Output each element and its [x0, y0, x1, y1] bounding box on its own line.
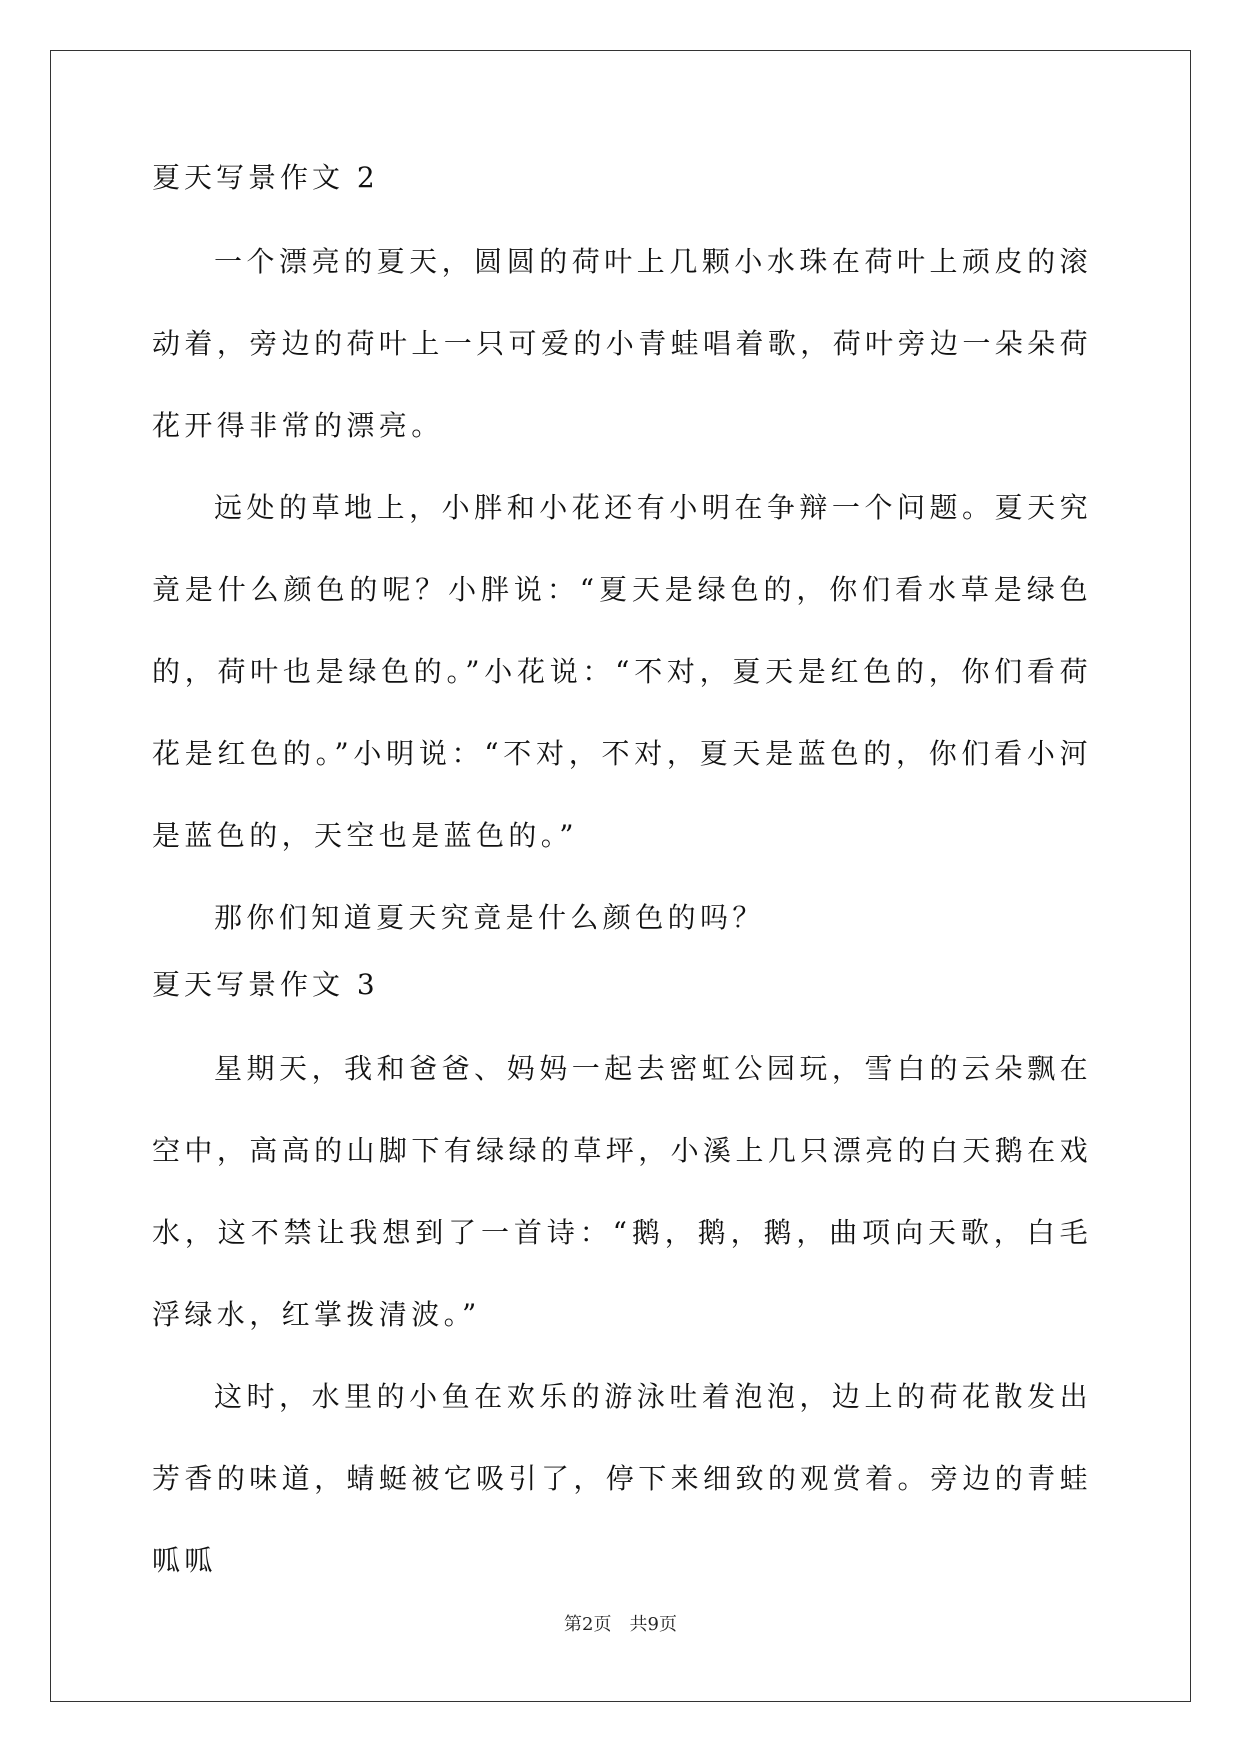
paragraph: 这时，水里的小鱼在欢乐的游泳吐着泡泡，边上的荷花散发出芳香的味道，蜻蜓被它吸引了，停下来细致的观赏着。旁边的青蛙呱呱 [152, 1380, 1092, 1577]
document-body [152, 160, 1092, 1602]
section-heading: 夏天写景作文 2 [152, 161, 379, 194]
paragraph: 远处的草地上，小胖和小花还有小明在争辩一个问题。夏天究竟是什么颜色的呢？小胖说：“夏天是绿色的，你们看水草是绿色的，荷叶也是绿色的。”小花说：“不对，夏天是红色的，你们看荷花是红色的。”小明说：“不对，不对，夏天是蓝色的，你们看小河是蓝色的，天空也是蓝色的。” [152, 491, 1092, 852]
page-number: 第2页 [564, 1614, 612, 1635]
paragraph: 那你们知道夏天究竟是什么颜色的吗？ [214, 901, 765, 934]
page-footer [0, 1610, 1241, 1636]
page-total: 共9页 [629, 1614, 677, 1635]
paragraph: 一个漂亮的夏天，圆圆的荷叶上几颗小水珠在荷叶上顽皮的滚动着，旁边的荷叶上一只可爱的小青蛙唱着歌，荷叶旁边一朵朵荷花开得非常的漂亮。 [152, 245, 1092, 442]
section-heading: 夏天写景作文 3 [152, 968, 379, 1001]
section [152, 967, 1092, 1602]
paragraph: 星期天，我和爸爸、妈妈一起去密虹公园玩，雪白的云朵飘在空中，高高的山脚下有绿绿的草坪，小溪上几只漂亮的白天鹅在戏水，这不禁让我想到了一首诗：“鹅，鹅，鹅，曲项向天歌，白毛浮绿水，红掌拨清波。” [152, 1052, 1092, 1331]
section [152, 160, 1092, 959]
